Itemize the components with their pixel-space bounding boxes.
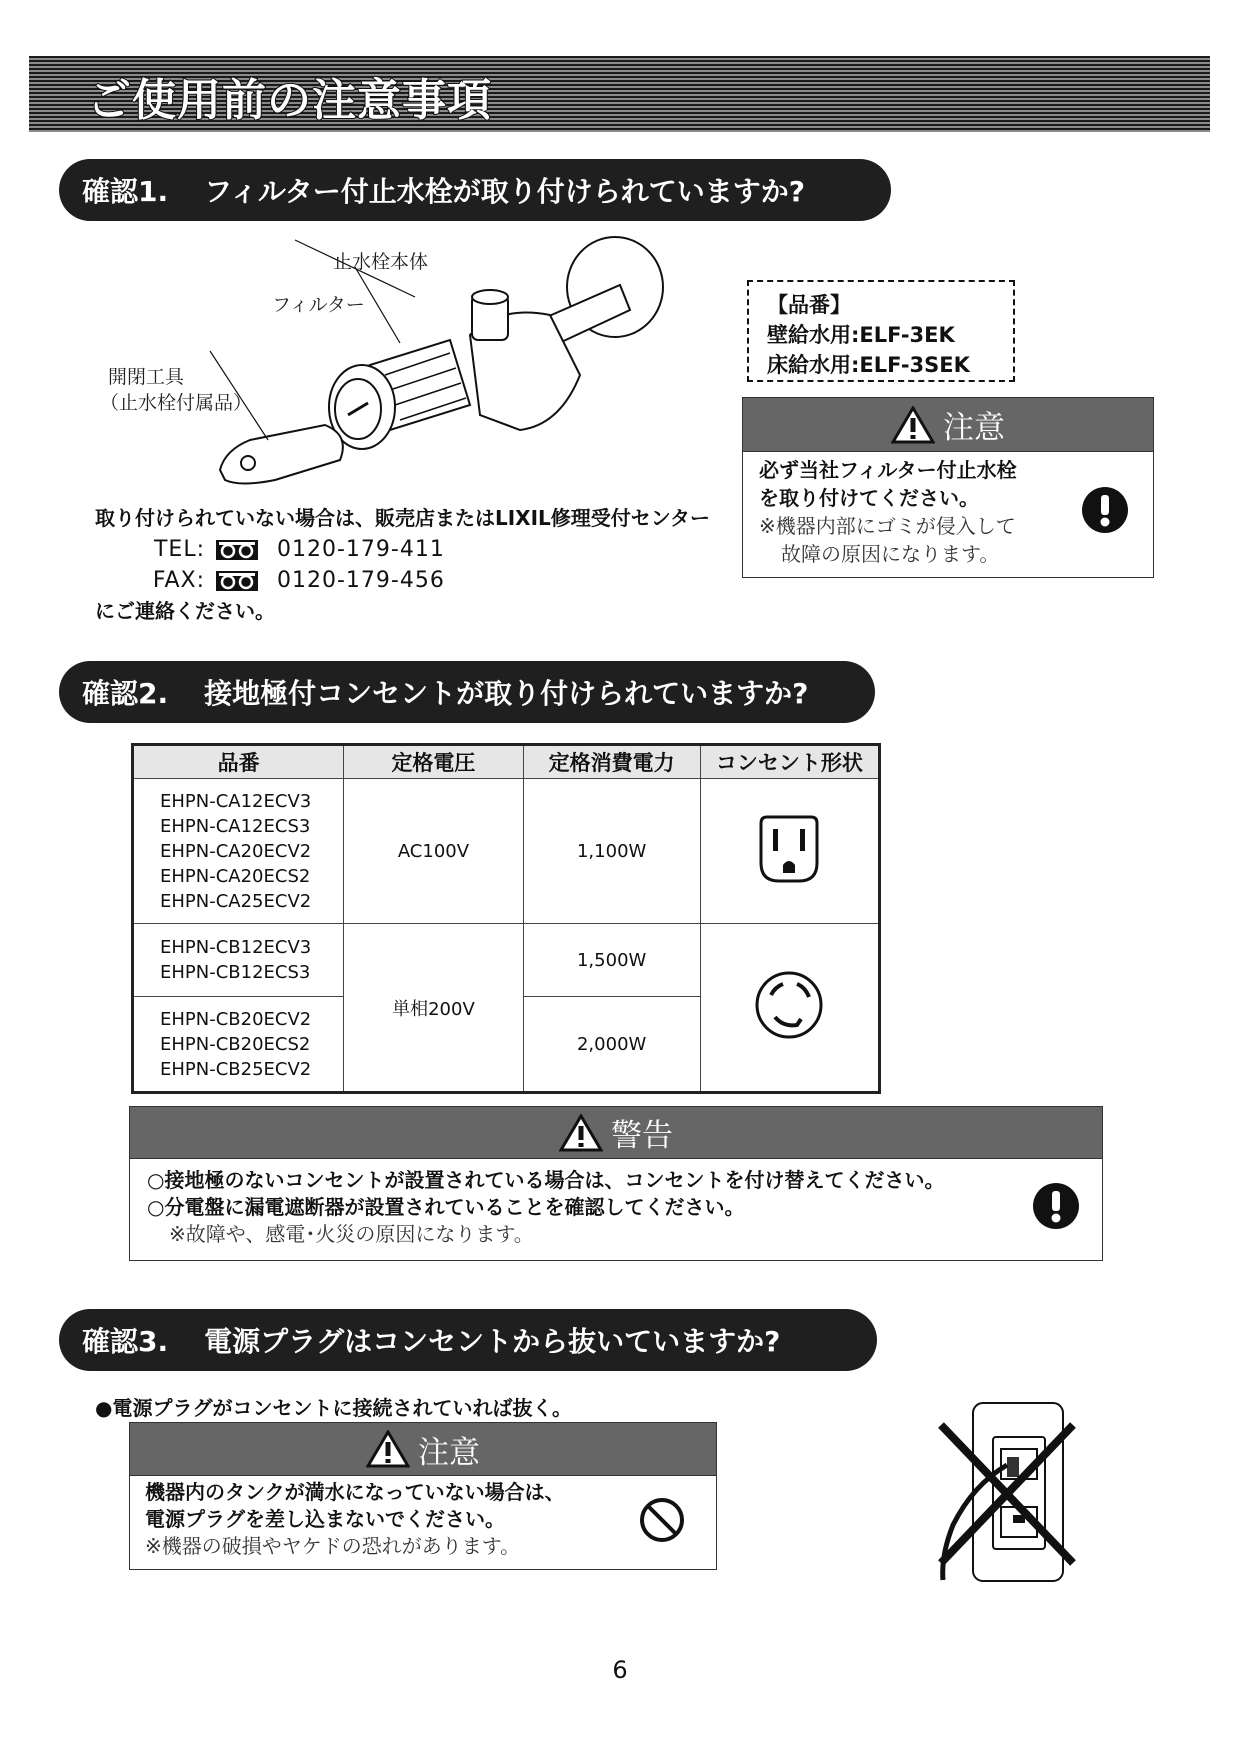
warning-line1: ○接地極のないコンセントが設置されている場合は、コンセントを付け替えてください。 [147, 1168, 945, 1192]
warning-box-outlet [129, 1106, 1103, 1261]
contact-intro: 取り付けられていない場合は、販売店またはLIXIL修理受付センター [95, 506, 710, 530]
caution-body [130, 1476, 716, 1560]
power-group1: 1,100W [523, 779, 700, 924]
caution-line1: 必ず当社フィルター付止水栓 [759, 458, 1017, 482]
label-filter: フィルター [272, 294, 365, 316]
caution-header [130, 1423, 716, 1476]
warning-line2: ○分電盤に漏電遮断器が設置されていることを確認してください。 [147, 1195, 745, 1219]
page-number: 6 [612, 1656, 628, 1684]
warning-heading: 警告 [611, 1118, 673, 1154]
header-outlet: コンセント形状 [700, 745, 879, 779]
freedial-icon [215, 539, 259, 561]
fax-number: 0120-179-456 [277, 568, 445, 593]
check3-header [59, 1309, 877, 1371]
header-power: 定格消費電力 [523, 745, 700, 779]
models-group1 [133, 779, 344, 924]
caution-line2: 電源プラグを差し込まないでください。 [145, 1507, 505, 1531]
check2-header [59, 661, 875, 723]
warning-body [130, 1159, 1102, 1248]
model: EHPN-CA12ECS3 [160, 815, 311, 837]
caution-note2: 故障の原因になります。 [781, 542, 1000, 566]
voltage-group2: 単相200V [344, 924, 523, 1093]
tel-label: TEL: [153, 537, 205, 562]
warning-header [130, 1107, 1102, 1159]
label-tool-note: （止水栓付属品） [100, 392, 253, 414]
warning-note: ※故障や、感電･火災の原因になります。 [169, 1222, 534, 1246]
spec-table [131, 743, 881, 1094]
models-group2a [133, 924, 344, 997]
models-group2b [133, 997, 344, 1093]
caution-line1: 機器内のタンクが満水になっていない場合は、 [145, 1480, 565, 1504]
check3-number: 確認3. [82, 1325, 169, 1358]
freedial-icon [215, 570, 259, 592]
page-title: ご使用前の注意事項 [87, 75, 492, 126]
caution-box-filter [742, 397, 1154, 578]
mandatory-icon [1032, 1182, 1080, 1230]
check2-question: 接地極付コンセントが取り付けられていますか? [204, 677, 809, 710]
header-model: 品番 [133, 745, 344, 779]
fax-label: FAX: [152, 568, 205, 593]
outlet-200v [700, 924, 879, 1093]
caution-header [743, 398, 1153, 452]
tel-number: 0120-179-411 [277, 537, 445, 562]
caution-heading: 注意 [418, 1434, 480, 1471]
power-group2b: 2,000W [523, 997, 700, 1093]
model: EHPN-CA25ECV2 [160, 890, 312, 912]
mandatory-icon [1081, 486, 1129, 534]
prohibited-icon [638, 1496, 686, 1544]
outlet-100v [700, 779, 879, 924]
warning-triangle-icon [559, 1114, 603, 1152]
label-tool: 開閉工具 [108, 366, 185, 388]
model: EHPN-CB12ECV3 [160, 937, 312, 958]
model: EHPN-CB12ECS3 [160, 962, 311, 983]
check3-question: 電源プラグはコンセントから抜いていますか? [204, 1325, 781, 1358]
part-number-wall: 壁給水用:ELF-3EK [767, 323, 955, 347]
contact-outro: にご連絡ください。 [95, 599, 275, 623]
model: EHPN-CB20ECS2 [160, 1033, 311, 1055]
caution-line2: を取り付けてください。 [759, 486, 979, 510]
header-voltage: 定格電圧 [344, 745, 523, 779]
voltage-group1: AC100V [344, 779, 523, 924]
warning-triangle-icon [366, 1430, 410, 1468]
caution-heading: 注意 [943, 410, 1005, 446]
unplugged-illustration [933, 1395, 1083, 1585]
model: EHPN-CA20ECV2 [160, 840, 312, 862]
part-number-floor: 床給水用:ELF-3SEK [767, 353, 970, 377]
outlet-100v-icon [753, 813, 825, 885]
caution-note: ※機器の破損やヤケドの恐れがあります。 [145, 1534, 521, 1558]
check3-instruction: ●電源プラグがコンセントに接続されていれば抜く。 [95, 1396, 573, 1420]
part-number-box [747, 280, 1015, 382]
tel-line [95, 534, 710, 565]
spec-table-header-row [133, 745, 880, 779]
model: EHPN-CA12ECV3 [160, 790, 312, 812]
table-row [133, 924, 880, 997]
part-number-heading: 【品番】 [767, 293, 851, 317]
warning-triangle-icon [891, 406, 935, 444]
table-row [133, 779, 880, 924]
power-group2a: 1,500W [523, 924, 700, 997]
page-title-bar [29, 56, 1210, 132]
caution-note1: ※機器内部にゴミが侵入して [759, 514, 1016, 538]
fax-line [95, 565, 710, 596]
outlet-200v-icon [753, 969, 825, 1041]
check1-number: 確認1. [82, 175, 169, 208]
contact-info [95, 503, 710, 627]
check1-header [59, 159, 891, 221]
model: EHPN-CA20ECS2 [160, 865, 311, 887]
caution-box-plug [129, 1422, 717, 1570]
label-valve-body: 止水栓本体 [333, 251, 429, 273]
caution-body [743, 452, 1153, 568]
model: EHPN-CB20ECV2 [160, 1008, 312, 1030]
check1-question: フィルター付止水栓が取り付けられていますか? [204, 175, 806, 208]
model: EHPN-CB25ECV2 [160, 1058, 312, 1080]
check2-number: 確認2. [82, 677, 169, 710]
